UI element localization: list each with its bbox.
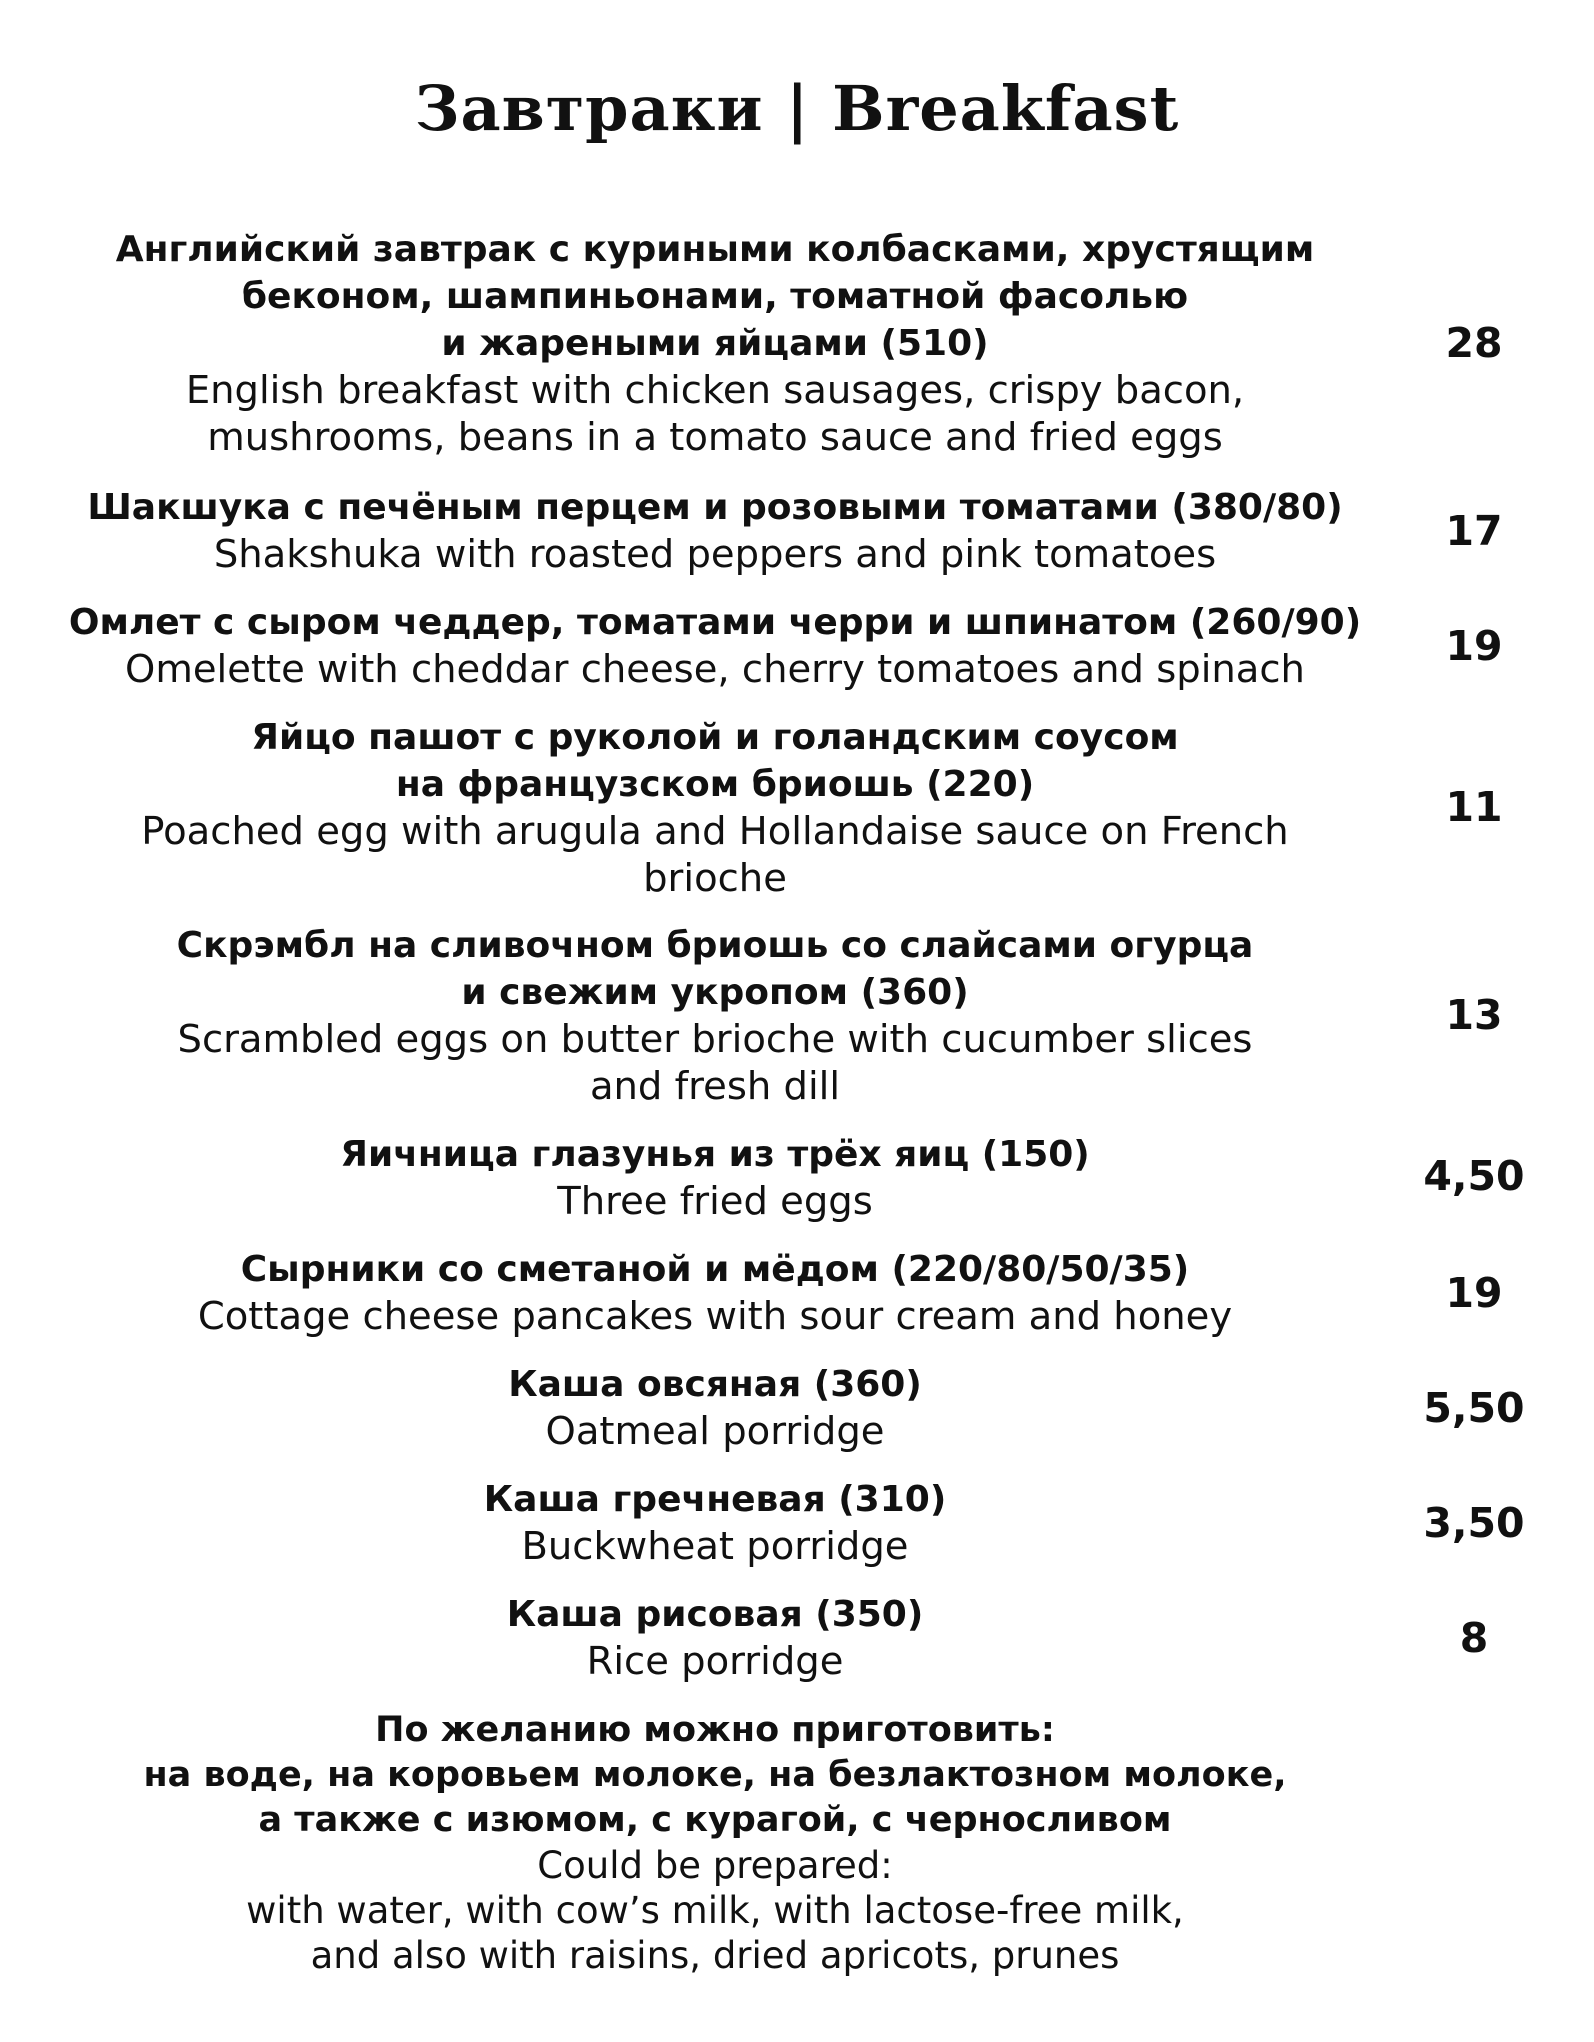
item-name-en: brioche: [643, 856, 787, 901]
item-name-en: Shakshuka with roasted peppers and pink tomatoes: [213, 532, 1217, 577]
item-name-ru: Омлет с сыром чеддер, томатами черри и шпинатом (260/90): [68, 602, 1362, 643]
item-text: [60, 714, 1370, 902]
item-price: 19: [1445, 1269, 1503, 1317]
item-name-en: Three fried eggs: [557, 1179, 873, 1224]
item-price: 19: [1445, 622, 1503, 670]
item-name-en: and fresh dill: [589, 1064, 841, 1109]
item-text: [60, 599, 1370, 693]
item-price: 4,50: [1423, 1152, 1525, 1200]
note-ru-line: а также с изюмом, с курагой, с черносливом: [258, 1800, 1172, 1840]
item-name-ru: Каша гречневая (310): [483, 1479, 947, 1520]
item-name-en: Buckwheat porridge: [521, 1524, 909, 1569]
item-name-en: Poached egg with arugula and Hollandaise sauce on French: [141, 809, 1289, 854]
item-text: [60, 1476, 1370, 1570]
note-en-line: Could be prepared:: [537, 1844, 893, 1887]
item-price: 8: [1459, 1614, 1489, 1662]
item-name-ru: Английский завтрак с куриными колбасками, хрустящим: [115, 229, 1315, 270]
item-name-ru: на французском бриошь (220): [395, 764, 1035, 805]
item-name-ru: и жареными яйцами (510): [441, 323, 989, 364]
note-en-line: with water, with cow’s milk, with lactose-free milk,: [246, 1889, 1184, 1932]
page-title: Завтраки | Breakfast: [414, 72, 1180, 145]
item-name-ru: Сырники со сметаной и мёдом (220/80/50/35): [240, 1249, 1190, 1290]
item-name-en: Scrambled eggs on butter brioche with cucumber slices: [177, 1017, 1253, 1062]
item-name-ru: Каша овсяная (360): [508, 1364, 922, 1405]
note-en-line: and also with raisins, dried apricots, prunes: [310, 1934, 1120, 1977]
item-name-en: mushrooms, beans in a tomato sauce and fried eggs: [207, 415, 1223, 460]
item-price: 11: [1445, 783, 1503, 831]
item-name-ru: Яйцо пашот с руколой и голандским соусом: [251, 717, 1179, 758]
item-name-ru: Яичница глазунья из трёх яиц (150): [340, 1134, 1090, 1175]
item-name-ru: Каша рисовая (350): [506, 1594, 924, 1635]
item-price: 17: [1445, 507, 1503, 555]
item-price: 13: [1445, 991, 1503, 1039]
item-text: [60, 1591, 1370, 1685]
item-text: [60, 1131, 1370, 1225]
note-ru-line: на воде, на коровьем молоке, на безлактозном молоке,: [143, 1755, 1287, 1795]
item-text: [60, 226, 1370, 461]
item-text: [60, 484, 1370, 578]
item-price: 5,50: [1423, 1384, 1525, 1432]
item-name-ru: Шакшука с печёным перцем и розовыми томатами (380/80): [87, 487, 1343, 528]
item-price: 3,50: [1423, 1499, 1525, 1547]
item-name-ru: беконом, шампиньонами, томатной фасолью: [241, 276, 1189, 317]
note-ru-line: По желанию можно приготовить:: [375, 1710, 1055, 1750]
item-price: 28: [1445, 319, 1503, 367]
item-text: [60, 1246, 1370, 1340]
item-name-en: Oatmeal porridge: [545, 1409, 885, 1454]
item-name-en: Omelette with cheddar cheese, cherry tomatoes and spinach: [125, 647, 1305, 692]
item-name-ru: Скрэмбл на сливочном бриошь со слайсами огурца: [176, 925, 1254, 966]
porridge-preparation-note: [60, 1708, 1370, 1978]
item-text: [60, 922, 1370, 1110]
item-name-en: Cottage cheese pancakes with sour cream and honey: [197, 1294, 1233, 1339]
item-name-en: Rice porridge: [586, 1639, 844, 1684]
item-name-en: English breakfast with chicken sausages, crispy bacon,: [185, 368, 1245, 413]
item-text: [60, 1361, 1370, 1455]
item-name-ru: и свежим укропом (360): [461, 972, 969, 1013]
